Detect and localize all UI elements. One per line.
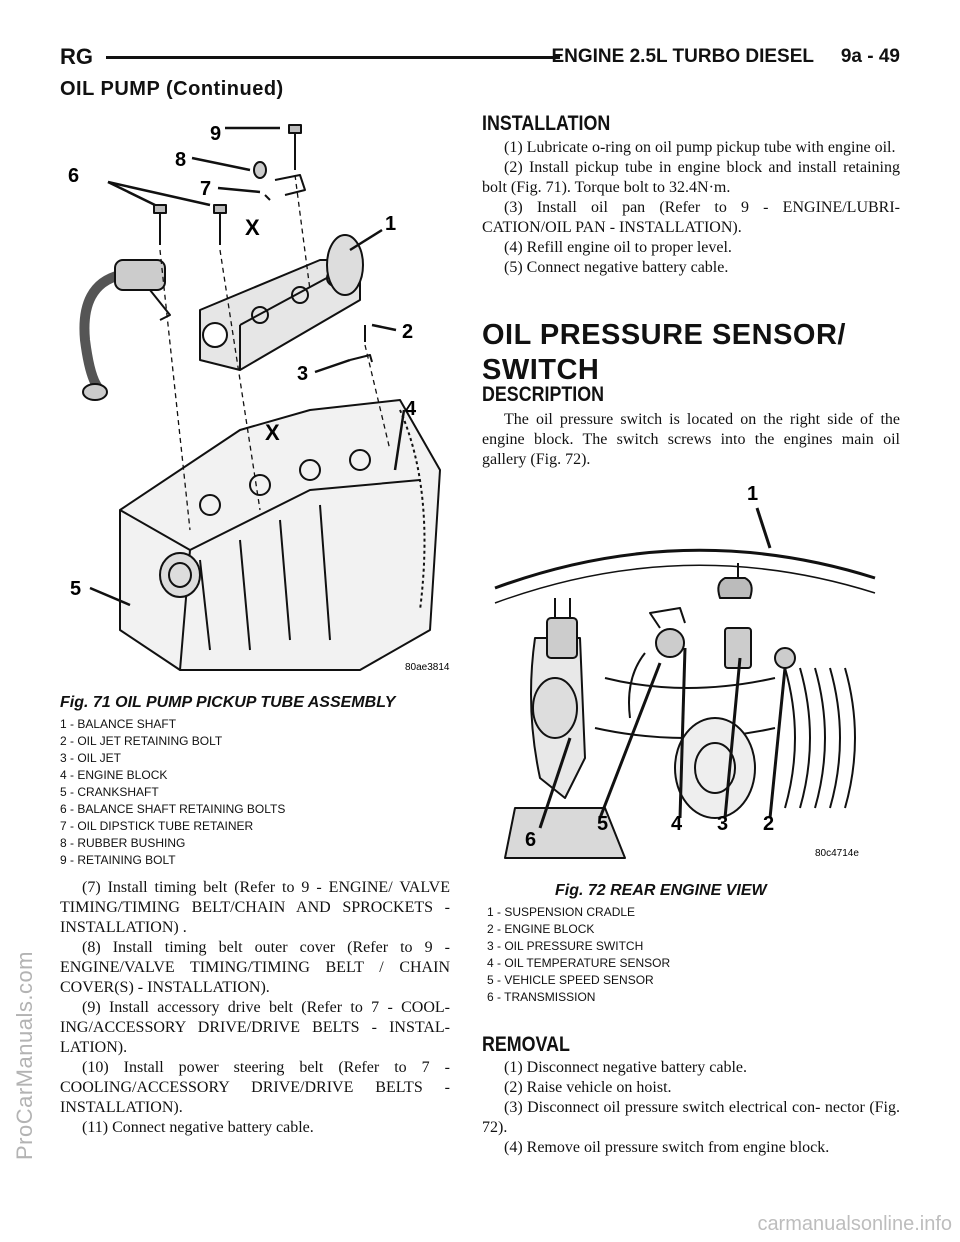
description-text bbox=[482, 410, 900, 470]
install-step-5: (5) Connect negative battery cable. bbox=[504, 259, 729, 276]
install-step-4: (4) Refill engine oil to proper level. bbox=[504, 239, 732, 256]
step-8: (8) Install timing belt outer cover (Refer to 9 - ENGINE/VALVE TIMING/TIMING BELT / CHAIN COVER(S) - INSTALLATION). bbox=[60, 939, 450, 996]
removal-step-3: (3) Disconnect oil pressure switch electrical con- nector (Fig. 72). bbox=[482, 1099, 900, 1136]
removal-step-4: (4) Remove oil pressure switch from engine block. bbox=[504, 1139, 830, 1156]
description-paragraph: The oil pressure switch is located on the right side of the engine block. The switch screws into the engines main oil gallery (Fig. 72). bbox=[482, 411, 900, 468]
page-header bbox=[60, 42, 900, 72]
fig71-callout-x2: X bbox=[265, 420, 280, 445]
legend-item: 1 - SUSPENSION CRADLE bbox=[487, 905, 636, 919]
fig72-legend bbox=[487, 904, 887, 1006]
legend-item: 7 - OIL DIPSTICK TUBE RETAINER bbox=[60, 819, 254, 833]
fig71-callout-7: 7 bbox=[200, 178, 212, 200]
install-step-3: (3) Install oil pan (Refer to 9 - ENGINE/LUBRI- CATION/OIL PAN - INSTALLATION). bbox=[482, 199, 900, 236]
legend-item: 2 - ENGINE BLOCK bbox=[487, 922, 595, 936]
rear-engine-illustration bbox=[485, 478, 885, 878]
legend-item: 1 - BALANCE SHAFT bbox=[60, 717, 177, 731]
fig71-callout-2: 2 bbox=[402, 321, 414, 343]
fig71-callout-9: 9 bbox=[210, 123, 222, 145]
legend-item: 4 - OIL TEMPERATURE SENSOR bbox=[487, 956, 671, 970]
fig71-callout-5: 5 bbox=[70, 578, 82, 600]
removal-step-1: (1) Disconnect negative battery cable. bbox=[504, 1059, 747, 1076]
install-step-2: (2) Install pickup tube in engine block and install retaining bolt (Fig. 71). Torque bolt to 32.4N·m. bbox=[482, 159, 900, 196]
install-step-1: (1) Lubricate o-ring on oil pump pickup tube with engine oil. bbox=[504, 139, 896, 156]
fig71-callout-3: 3 bbox=[297, 363, 309, 385]
header-title: ENGINE 2.5L TURBO DIESEL bbox=[551, 46, 814, 67]
legend-item: 8 - RUBBER BUSHING bbox=[60, 836, 186, 850]
legend-item: 6 - BALANCE SHAFT RETAINING BOLTS bbox=[60, 802, 286, 816]
fig72-callout-3: 3 bbox=[717, 813, 729, 835]
section-heading-line2: SWITCH bbox=[482, 354, 600, 386]
description-heading: DESCRIPTION bbox=[482, 383, 604, 406]
step-11: (11) Connect negative battery cable. bbox=[82, 1119, 314, 1136]
header-rule bbox=[106, 56, 560, 59]
section-code: RG bbox=[60, 44, 93, 69]
continued-heading: OIL PUMP (Continued) bbox=[60, 78, 284, 100]
installation-steps bbox=[482, 138, 900, 278]
removal-heading: REMOVAL bbox=[482, 1033, 570, 1056]
installation-heading: INSTALLATION bbox=[482, 112, 611, 135]
fig72-callout-1: 1 bbox=[747, 483, 759, 505]
legend-item: 3 - OIL PRESSURE SWITCH bbox=[487, 939, 644, 953]
fig71-code: 80ae3814 bbox=[405, 662, 450, 673]
bottom-watermark: carmanualsonline.info bbox=[757, 1213, 952, 1235]
step-9: (9) Install accessory drive belt (Refer to 7 - COOL- ING/ACCESSORY DRIVE/DRIVE BELTS - INSTAL- LATION). bbox=[60, 999, 450, 1056]
legend-item: 6 - TRANSMISSION bbox=[487, 990, 596, 1004]
fig72-callout-4: 4 bbox=[671, 813, 683, 835]
figure-71 bbox=[60, 110, 450, 690]
step-10: (10) Install power steering belt (Refer to 7 - COOLING/ACCESSORY DRIVE/DRIVE BELTS - INSTALLATION). bbox=[60, 1059, 450, 1116]
engine-block-illustration bbox=[60, 110, 450, 690]
removal-steps bbox=[482, 1058, 900, 1158]
fig71-callout-8: 8 bbox=[175, 149, 187, 171]
fig71-callout-1: 1 bbox=[385, 213, 397, 235]
fig71-legend bbox=[60, 716, 450, 869]
fig71-callout-6: 6 bbox=[68, 165, 80, 187]
legend-item: 4 - ENGINE BLOCK bbox=[60, 768, 168, 782]
fig71-callout-4: 4 bbox=[405, 398, 417, 420]
fig71-caption: Fig. 71 OIL PUMP PICKUP TUBE ASSEMBLY bbox=[60, 694, 396, 711]
legend-item: 5 - CRANKSHAFT bbox=[60, 785, 159, 799]
legend-item: 5 - VEHICLE SPEED SENSOR bbox=[487, 973, 654, 987]
legend-item: 2 - OIL JET RETAINING BOLT bbox=[60, 734, 223, 748]
fig72-callout-6: 6 bbox=[525, 829, 537, 851]
legend-item: 3 - OIL JET bbox=[60, 751, 121, 765]
page-number: 9a - 49 bbox=[840, 46, 900, 67]
side-watermark: ProCarManuals.com bbox=[12, 950, 37, 1160]
fig72-callout-5: 5 bbox=[597, 813, 609, 835]
removal-step-2: (2) Raise vehicle on hoist. bbox=[504, 1079, 672, 1096]
section-heading-line1: OIL PRESSURE SENSOR/ bbox=[482, 319, 846, 351]
legend-item: 9 - RETAINING BOLT bbox=[60, 853, 176, 867]
step-7: (7) Install timing belt (Refer to 9 - ENGINE/ VALVE TIMING/TIMING BELT/CHAIN AND SPROCKETS - INSTALLATION) . bbox=[60, 879, 450, 936]
fig72-code: 80c4714e bbox=[815, 848, 859, 859]
section-heading bbox=[482, 318, 846, 388]
left-steps bbox=[60, 878, 450, 1138]
fig71-callout-x1: X bbox=[245, 215, 260, 240]
fig72-caption: Fig. 72 REAR ENGINE VIEW bbox=[555, 882, 767, 899]
fig72-callout-2: 2 bbox=[763, 813, 775, 835]
figure-72 bbox=[485, 478, 885, 878]
